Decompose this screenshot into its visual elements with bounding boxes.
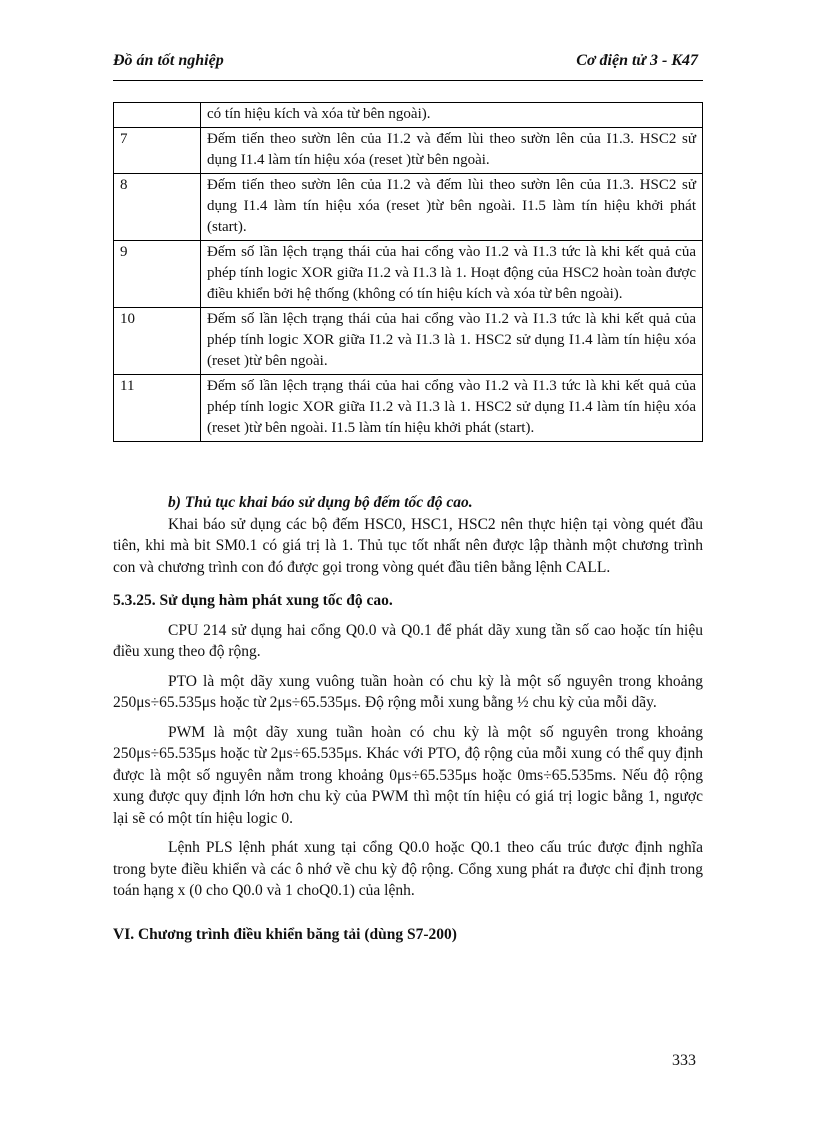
paragraph-pwm: PWM là một dãy xung tuần hoàn có chu kỳ là một số nguyên trong khoảng 250μs÷65.535μs hoặc từ 2μs÷65.535μs. Khác với PTO, độ rộng của mỗi xung có thể quy định được là một số nguyên nằm trong khoảng 0μs÷65.535μs hoặc 0ms÷65.535ms. Nếu độ rộng xung được quy định lớn hơn chu kỳ của PWM thì một tín hiệu có giá trị logic bằng 1, ngược lại sẽ có một tín hiệu logic 0.: [113, 723, 703, 827]
table-row: [114, 241, 703, 308]
mode-cell: 11: [114, 375, 201, 442]
header-divider: [113, 80, 703, 81]
table-row: [114, 308, 703, 375]
description-cell: Đếm tiến theo sườn lên của I1.2 và đếm lùi theo sườn lên của I1.3. HSC2 sử dụng I1.4 làm tín hiệu xóa (reset )từ bên ngoài. I1.5 làm tín hiệu khởi phát (start).: [201, 174, 703, 241]
counter-mode-table: [113, 102, 703, 442]
table-row: [114, 174, 703, 241]
subheading-declaration-procedure: b) Thủ tục khai báo sử dụng bộ đếm tốc độ cao.: [168, 494, 473, 511]
mode-cell: [114, 103, 201, 128]
mode-cell: 8: [114, 174, 201, 241]
description-cell: có tín hiệu kích và xóa từ bên ngoài).: [201, 103, 703, 128]
description-cell: Đếm số lần lệch trạng thái của hai cổng vào I1.2 và I1.3 tức là khi kết quả của phép tính logic XOR giữa I1.2 và I1.3 là 1. HSC2 sử dụng I1.4 làm tín hiệu xóa (reset )từ bên ngoài.: [201, 308, 703, 375]
description-cell: Đếm tiến theo sườn lên của I1.2 và đếm lùi theo sườn lên của I1.3. HSC2 sử dụng I1.4 làm tín hiệu xóa (reset )từ bên ngoài.: [201, 128, 703, 174]
paragraph-pto: PTO là một dãy xung vuông tuần hoàn có chu kỳ là một số nguyên trong khoảng 250μs÷65.535μs hoặc từ 2μs÷65.535μs. Độ rộng mỗi xung bằng ½ chu kỳ của mỗi dãy.: [113, 672, 703, 711]
description-cell: Đếm số lần lệch trạng thái của hai cổng vào I1.2 và I1.3 tức là khi kết quả của phép tính logic XOR giữa I1.2 và I1.3 là 1. Hoạt động của HSC2 hoàn toàn được điều khiển bởi hệ thống (không có tín hiệu kích và xóa từ bên ngoài).: [201, 241, 703, 308]
table-row: [114, 128, 703, 174]
page-number: 333: [672, 1052, 696, 1069]
section-heading-5-3-25: 5.3.25. Sử dụng hàm phát xung tốc độ cao.: [113, 592, 393, 609]
mode-cell: 9: [114, 241, 201, 308]
paragraph-declaration: Khai báo sử dụng các bộ đếm HSC0, HSC1, HSC2 nên thực hiện tại vòng quét đầu tiên, khi mà bit SM0.1 có giá trị là 1. Thủ tục tốt nhất nên được lập thành một chương trình con và chương trình con đó được gọi trong vòng quét đầu tiên bằng lệnh CALL.: [113, 515, 703, 576]
header-title-left: Đồ án tốt nghiệp: [113, 52, 224, 69]
table-row: [114, 375, 703, 442]
mode-cell: 7: [114, 128, 201, 174]
section-heading-VI: VI. Chương trình điều khiển băng tải (dùng S7-200): [113, 925, 457, 943]
table-row: [114, 103, 703, 128]
mode-cell: 10: [114, 308, 201, 375]
description-cell: Đếm số lần lệch trạng thái của hai cổng vào I1.2 và I1.3 tức là khi kết quả của phép tính logic XOR giữa I1.2 và I1.3 là 1. HSC2 sử dụng I1.4 làm tín hiệu xóa (reset )từ bên ngoài. I1.5 làm tín hiệu khởi phát (start).: [201, 375, 703, 442]
paragraph-cpu-214: CPU 214 sử dụng hai cổng Q0.0 và Q0.1 để phát dãy xung tần số cao hoặc tín hiệu điều xung theo độ rộng.: [113, 621, 703, 660]
header-title-right: Cơ điện tử 3 - K47: [576, 52, 698, 69]
body-content: [113, 492, 703, 945]
paragraph-pls: Lệnh PLS lệnh phát xung tại cổng Q0.0 hoặc Q0.1 theo cấu trúc được định nghĩa trong byte điều khiển và các ô nhớ về chu kỳ độ rộng. Cổng xung phát ra được chỉ định trong toán hạng x (0 cho Q0.0 và 1 choQ0.1) của lệnh.: [113, 839, 703, 899]
